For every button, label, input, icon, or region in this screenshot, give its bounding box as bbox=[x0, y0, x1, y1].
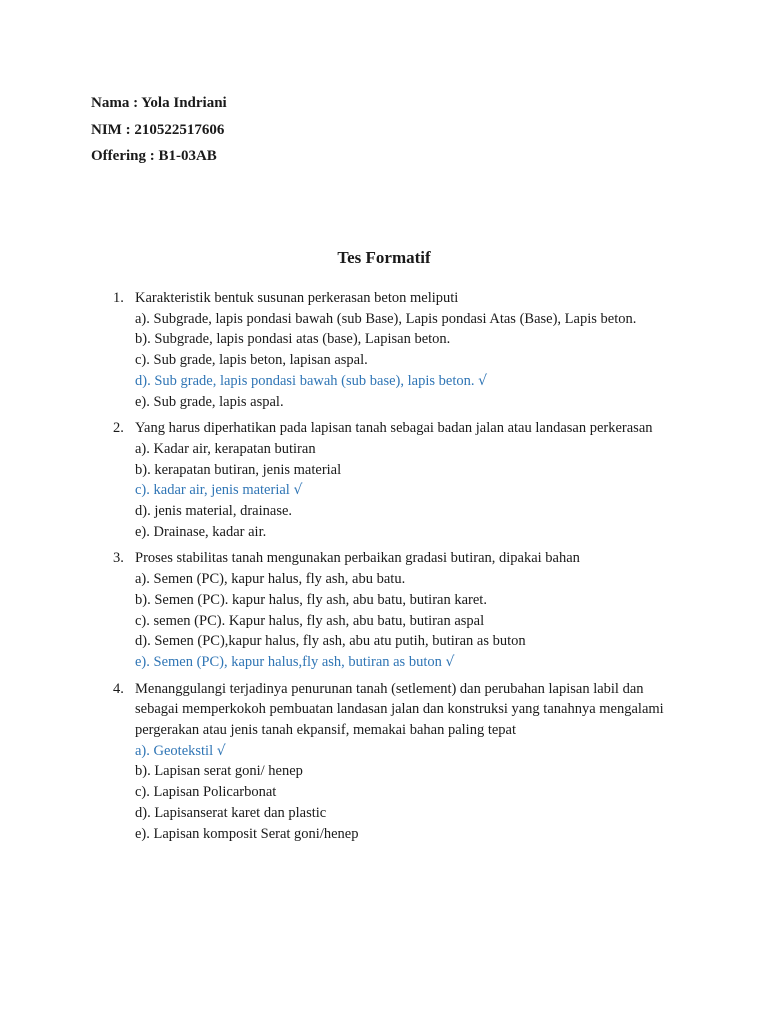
answer-option-d: d). jenis material, drainase. bbox=[135, 503, 293, 520]
student-nim: NIM : 210522517606 bbox=[91, 121, 225, 138]
answer-option-text: d). Sub grade, lapis pondasi bawah (sub base), lapis beton. bbox=[135, 372, 475, 389]
question-text: Proses stabilitas tanah mengunakan perbaikan gradasi butiran, dipakai bahan bbox=[135, 550, 580, 567]
answer-option-a-correct bbox=[135, 741, 665, 762]
answer-option-c: c). Sub grade, lapis beton, lapisan aspal. bbox=[135, 352, 368, 369]
answer-option-c-correct bbox=[135, 480, 665, 501]
answer-option-e: e). Drainase, kadar air. bbox=[135, 523, 267, 540]
question-number: 1. bbox=[113, 290, 124, 306]
answer-option-a: a). Semen (PC), kapur halus, fly ash, abu batu. bbox=[135, 571, 406, 588]
question-number: 3. bbox=[113, 550, 124, 567]
student-info bbox=[91, 90, 227, 170]
answer-option-b: b). Lapisan serat goni/ henep bbox=[135, 763, 303, 780]
question-list bbox=[105, 288, 665, 850]
answer-option-d: d). Semen (PC),kapur halus, fly ash, abu atu putih, butiran as buton bbox=[135, 633, 526, 650]
answer-option-b: b). Subgrade, lapis pondasi atas (base), Lapisan beton. bbox=[135, 331, 451, 348]
answer-option-e: e). Lapisan komposit Serat goni/henep bbox=[135, 825, 359, 842]
question-number: 4. bbox=[113, 680, 124, 697]
check-mark-icon: √ bbox=[216, 742, 226, 759]
question-number: 2. bbox=[113, 420, 124, 437]
question-2 bbox=[105, 418, 665, 542]
student-name: Nama : Yola Indriani bbox=[91, 95, 227, 111]
answer-option-a: a). Subgrade, lapis pondasi bawah (sub Base), Lapis pondasi Atas (Base), Lapis beton. bbox=[135, 310, 637, 327]
answer-option-b: b). kerapatan butiran, jenis material bbox=[135, 461, 342, 478]
check-mark-icon: √ bbox=[293, 482, 303, 499]
answer-option-text: a). Geotekstil bbox=[135, 742, 214, 759]
question-text: Karakteristik bentuk susunan perkerasan beton meliputi bbox=[135, 290, 459, 306]
answer-option-a: a). Kadar air, kerapatan butiran bbox=[135, 440, 316, 457]
question-4 bbox=[105, 679, 665, 845]
answer-option-b: b). Semen (PC). kapur halus, fly ash, abu batu, butiran karet. bbox=[135, 591, 487, 608]
answer-option-c: c). semen (PC). Kapur halus, fly ash, abu batu, butiran aspal bbox=[135, 612, 485, 629]
answer-option-c: c). Lapisan Policarbonat bbox=[135, 784, 277, 801]
answer-option-text: e). Semen (PC), kapur halus,fly ash, butiran as buton bbox=[135, 653, 442, 670]
answer-option-d-correct bbox=[135, 371, 665, 392]
student-offering: Offering : B1-03AB bbox=[91, 148, 217, 164]
answer-option-e: e). Sub grade, lapis aspal. bbox=[135, 393, 284, 410]
answer-option-text: c). kadar air, jenis material bbox=[135, 482, 290, 499]
answer-option-d: d). Lapisanserat karet dan plastic bbox=[135, 804, 327, 821]
question-text: Yang harus diperhatikan pada lapisan tanah sebagai badan jalan atau landasan perkerasan bbox=[135, 420, 653, 437]
question-text: Menanggulangi terjadinya penurunan tanah (setlement) dan perubahan lapisan labil dan sebagai memperkokoh pembuatan landasan jalan dan konstruksi yang tanahnya mengalami pergerakan atau jenis tanah ekpansif, memakai bahan paling tepat bbox=[135, 680, 664, 739]
question-1 bbox=[105, 288, 665, 412]
answer-option-e-correct bbox=[135, 652, 665, 673]
check-mark-icon: √ bbox=[445, 653, 455, 670]
check-mark-icon: √ bbox=[478, 372, 488, 389]
page-title: Tes Formatif bbox=[337, 248, 431, 267]
question-3 bbox=[105, 548, 665, 672]
